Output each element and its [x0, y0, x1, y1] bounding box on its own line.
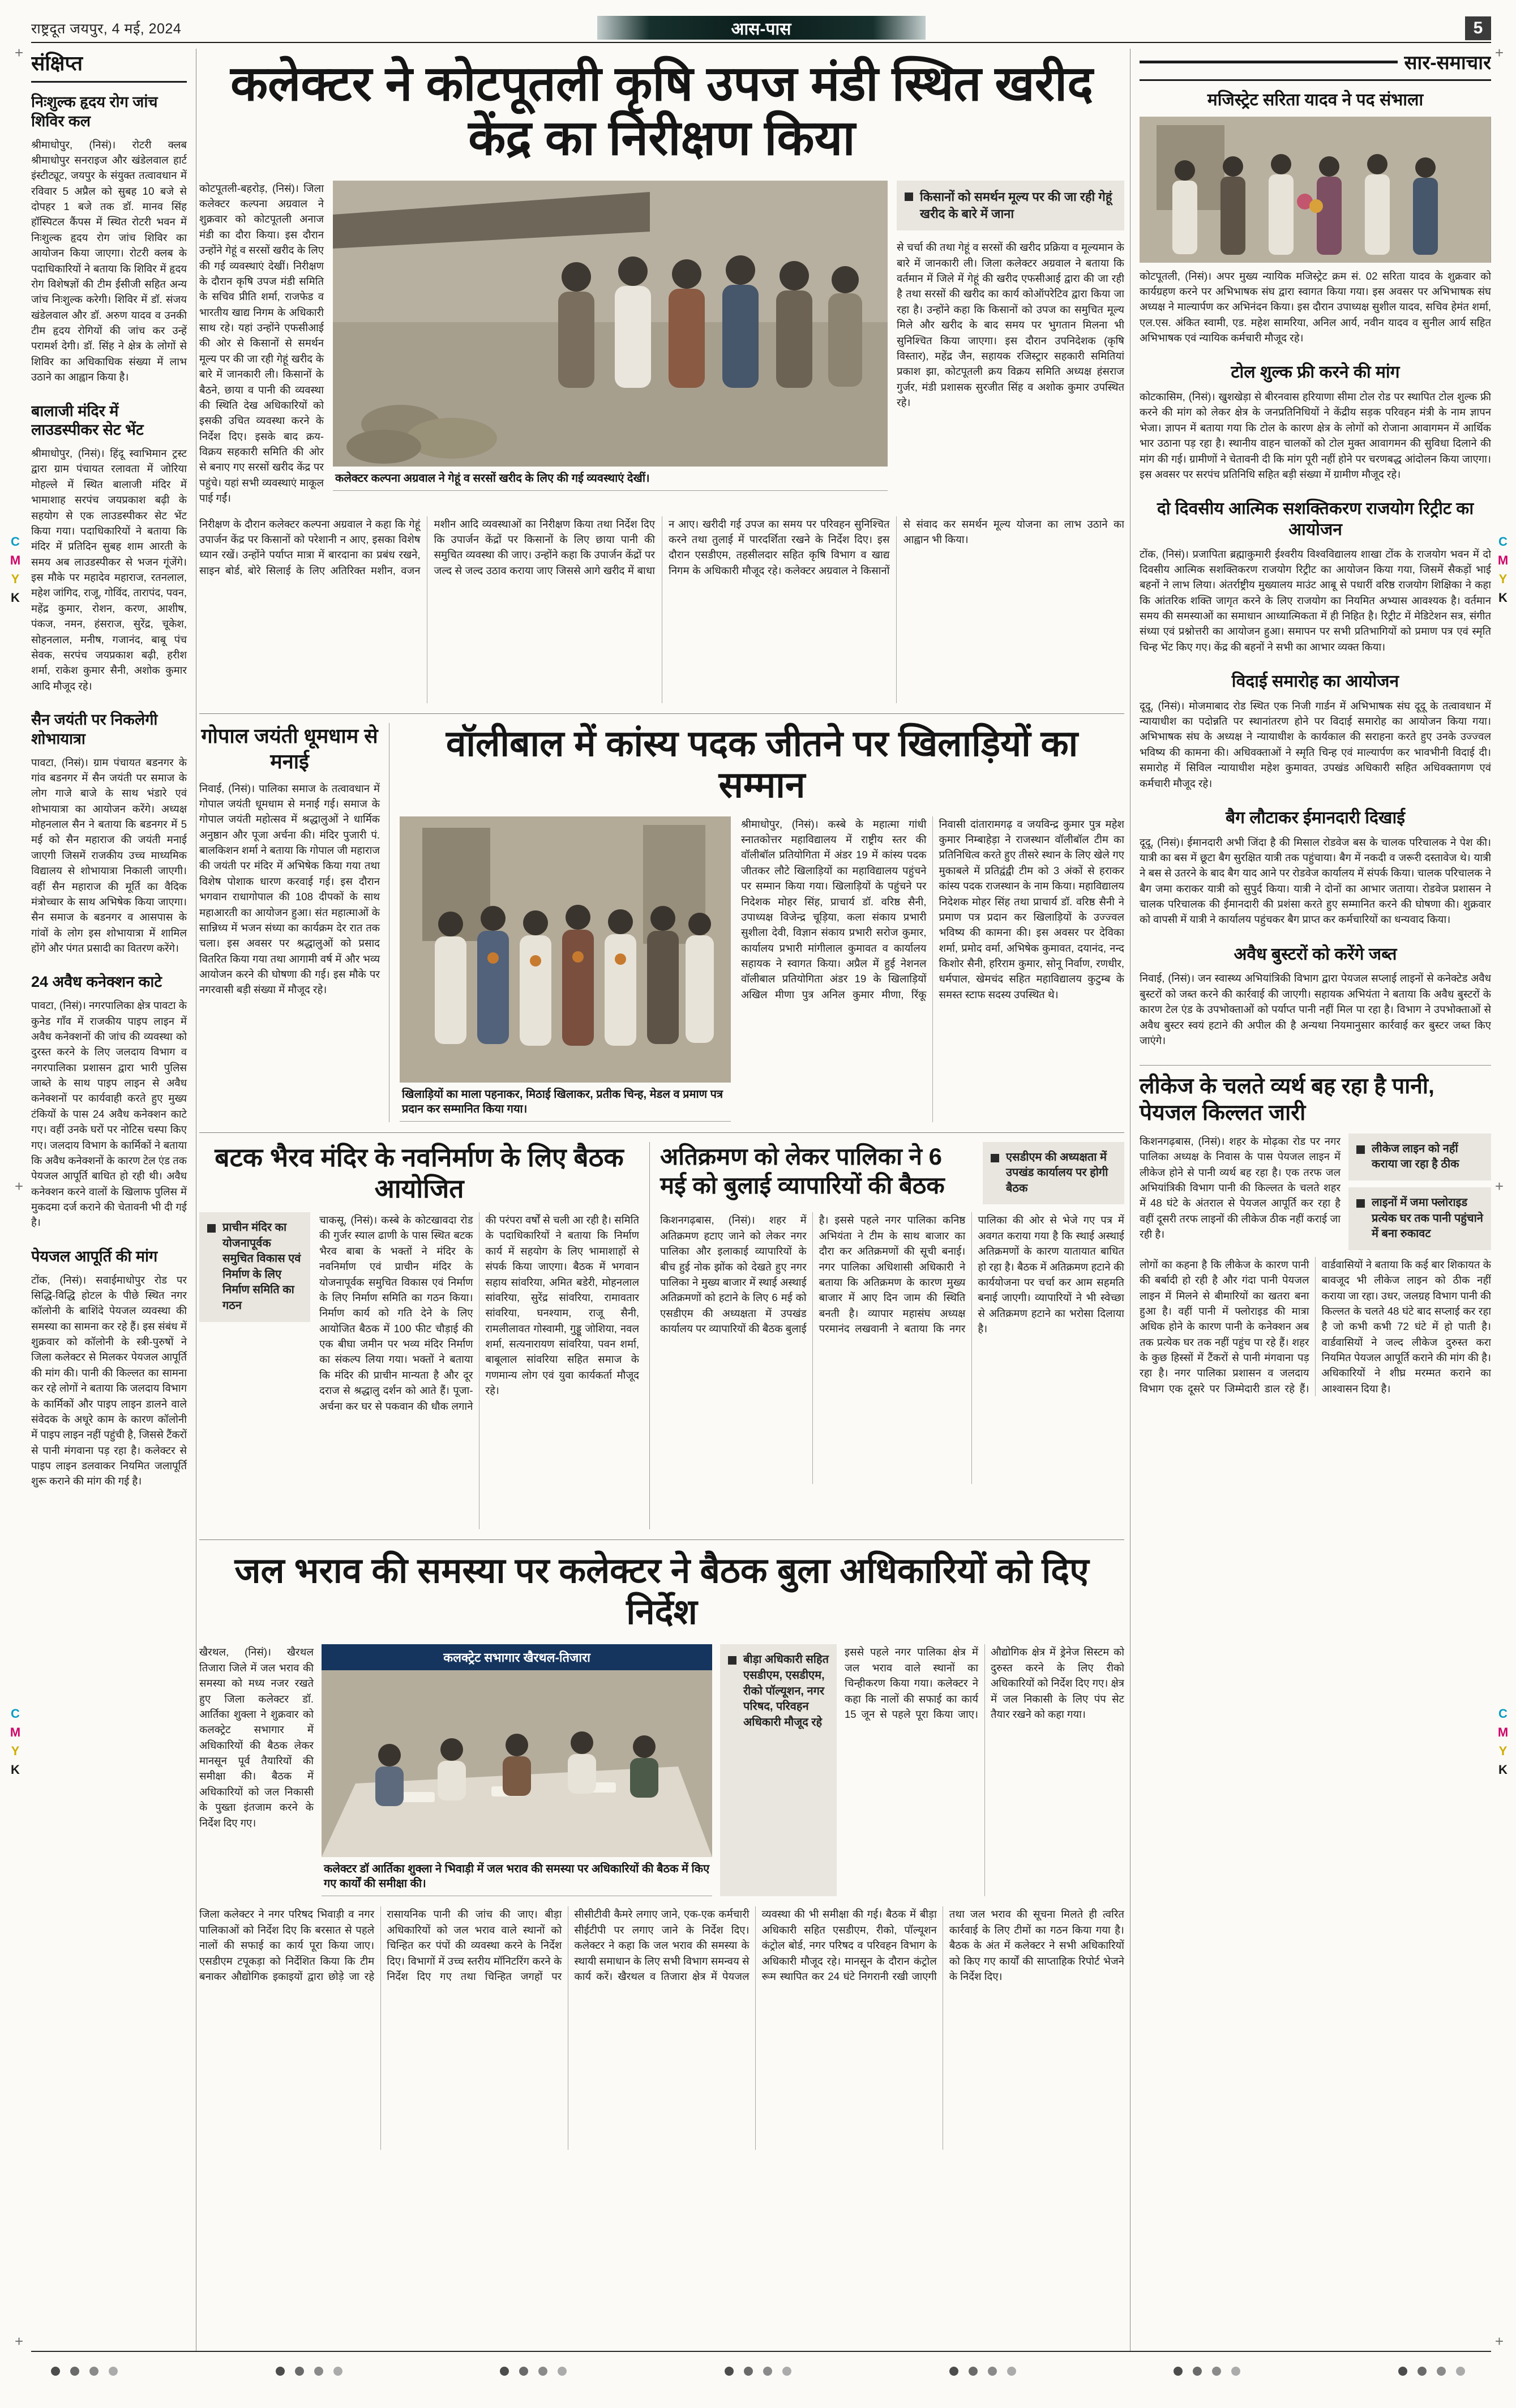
print-dot-group [51, 2367, 118, 2376]
lead-photo-illustration [333, 181, 888, 467]
lead-col-left: कोटपूतली-बहरोड़, (निसं)। जिला कलेक्टर कल्पना अग्रवाल ने शुक्रवार को कोटपूतली अनाज मंडी का दौरा किया। इस दौरान उन्होंने गेहूं व सरसों खरीद के लिए की गई व्यवस्थाएं देखीं। निरीक्षण के दौरान कृषि उपज मंडी समिति के सचिव प्रीति शर्मा, राजफेड व भारतीय खाद्य निगम के अधिकारी साथ रहे। यहां उन्होंने एफसीआई की ओर से किसानों से समर्थन मूल्य पर की जा रही गेहूं खरीद के बारे में जानकारी ली। किसानों के बैठने, छाया व पानी की व्यवस्था की स्थिति देख अधिकारियों को इसकी उचित व्यवस्था करने के निर्देश दिए। इसके बाद क्रय-विक्रय सहकारी समिति की ओर से बनाए गए सरसों खरीद केंद्र पर पहुंचे। यहां सभी व्यवस्थाएं माकूल पाई गईं। [199, 182, 324, 504]
volleyball-headline: वॉलीबाल में कांस्य पदक जीतने पर खिलाड़ियों का सम्मान [446, 722, 1078, 806]
volleyball-row [400, 816, 1124, 1122]
magistrate-photo [1140, 117, 1491, 263]
waterlogging-body: जिला कलेक्टर ने नगर परिषद भिवाड़ी व नगर पालिकाओं को निर्देश दिए कि बरसात से पहले नालों की सफाई का कार्य पूरा किया जाए। एसडीएम टपूकड़ा को निर्देशित किया कि टीम बनाकर औद्योगिक इकाइयों द्वारा छोड़े जा रहे रासायनिक पानी की जांच की जाए। बीड़ा अधिकारियों को जल भराव वाले स्थानों को चिन्हित कर पंपों की व्यवस्था करने के निर्देश दिए। विभागों में उच्च स्तरीय मॉनिटरिंग करने के निर्देश दिए गए तथा चिन्हित जगहों पर सीसीटीवी कैमरे लगाए जाने, एक-एक कर्मचारी सीईटीपी पर लगाए जाने के निर्देश दिए। कलेक्टर ने कहा कि जल भराव की समस्या के स्थायी समाधान के लिए सभी विभाग समन्वय से कार्य करें। खैरथल व तिजारा क्षेत्र में पेयजल व्यवस्था की भी समीक्षा की गई। बैठक में बीड़ा अधिकारी सहित एसडीएम, रीको, पॉल्यूशन कंट्रोल बोर्ड, नगर परिषद व परिवहन विभाग के अधिकारी मौजूद रहे। मानसून के दौरान कंट्रोल रूम स्थापित कर 24 घंटे निगरानी रखी जाएगी तथा जल भराव की सूचना मिलते ही त्वरित कार्रवाई के लिए टीमों का गठन किया गया है। बैठक के अंत में कलेक्टर ने सभी अधिकारियों को किए गए कार्यों की साप्ताहिक रिपोर्ट भेजने के निर्देश दिए। [199, 1908, 1124, 1982]
waterlogging-col-left: खैरथल, (निसं)। खैरथल तिजारा जिले में जल भराव की समस्या को मध्य नजर रखते हुए जिला कलेक्टर डॉ. आर्तिका शुक्ला ने शुक्रवार को कलक्ट्रेट सभागार में अधिकारियों की बैठक लेकर मानसून पूर्व तैयारियों की समीक्षा की। बैठक में अधिकारियों को जल निकासी के पुख्ता इंतजाम करने के निर्देश दिए गए। [199, 1646, 314, 1829]
meeting-photo-illustration [322, 1670, 712, 1857]
brief-item [31, 711, 187, 956]
cmyk-c: C [11, 534, 20, 549]
lead-col-right: से चर्चा की तथा गेहूं व सरसों की खरीद प्रक्रिया व मूल्यमान के बारे में जानकारी ली। जिला कलेक्टर अग्रवाल ने बताया कि वर्तमान में जिले में गेहूं की खरीद एफसीआई द्वारा की जा रही है तथा सरसों की खरीद का कार्य कोऑपरेटिव द्वारा किया जा रहा है। उन्होंने कहा कि किसानों को उपज का समुचित मूल्य मिले और खरीद के बाद समय पर भुगतान मिलना भी सुनिश्चित किया जाएगा। इस दौरान उपनिदेशक (कृषि विस्तार), महेंद्र जैन, सहायक रजिस्ट्रार सहकारी समितियां प्रकाश झा, कोटपूतली क्रय विक्रय समिति अध्यक्ष हंसराज गुर्जर, मंडी प्रशासक सुरजीत सिंह व अशोक कुमार उपस्थित रहे। [897, 241, 1124, 409]
waterlogging-article [199, 1540, 1124, 2150]
brief-item [31, 1247, 187, 1489]
news-item [1140, 499, 1491, 655]
volleyball-body: श्रीमाधोपुर, (निसं)। कस्बे के महात्मा गांधी स्नातकोत्तर महाविद्यालय में राष्ट्रीय स्तर की वॉलीबॉल प्रतियोगिता में अंडर 19 में कांस्य पदक जीतकर लौटे खिलाड़ियों का महाविद्यालय पहुंचने पर सम्मान किया गया। खिलाड़ियों के पहुंचने पर निदेशक मोहर सिंह, प्राचार्य डॉ. वरिष्ठ सैनी, उपाध्यक्ष विजेन्द्र चूड़िया, कला संकाय प्रभारी सुशीला देवी, विज्ञान संकाय प्रभारी सरोज कुमार, कार्यालय प्रभारी मांगीलाल कुमावत व कार्यालय सहायक ने स्वागत किया। अप्रैल में हुई नेशनल वॉलीबाल प्रतियोगिता अंडर 19 के खिलाड़ियों अखिल मीणा पुत्र अनिल कुमार मीणा, रिंकू निवासी दांतारामगढ़ व जयविन्द्र कुमार पुत्र महेश कुमार निम्बाहेड़ा ने राजस्थान वॉलीबॉल टीम का प्रतिनिधित्व करते हुए तीसरे स्थान के लिए खेले गए मुकाबले में प्रतिद्वंद्वी टीम को 3 अंकों से हराकर कांस्य पदक राजस्थान के नाम किया। महाविद्यालय निदेशक मोहर सिंह तथा प्राचार्य डॉ. वरिष्ठ सैनी ने प्रमाण पत्र प्रदान कर खिलाड़ियों के उज्ज्वल भविष्य की कामना की। इस अवसर पर देविका शर्मा, प्रमोद वर्मा, अभिषेक कुमावत, दयानंद, नन्द किशोर सैनी, हरिराम कुमार, सोनू निर्वाण, रणधीर, धर्मपाल, खेमचंद सहित महाविद्यालय कुटुम्ब के समस्त स्टाफ सदस्य उपस्थित थे। [741, 818, 1124, 1000]
cmyk-k: K [11, 1763, 20, 1777]
cmyk-k: K [11, 591, 20, 605]
brief-headline: बालाजी मंदिर में लाउडस्पीकर सेट भेंट [31, 402, 144, 439]
batak-headline: बटक भैरव मंदिर के नवनिर्माण के लिए बैठक आयोजित [215, 1142, 624, 1203]
magistrate-photo-illustration [1140, 117, 1491, 263]
volleyball-photo-figure [400, 816, 731, 1122]
bottom-rule [31, 2351, 1491, 2352]
masthead [31, 15, 1491, 43]
cmyk-y: Y [1498, 1744, 1508, 1758]
meeting-photo [322, 1670, 712, 1857]
news-item [1140, 90, 1491, 345]
print-dot-group [1174, 2367, 1240, 2376]
header-rule [1140, 61, 1398, 63]
registration-cross-icon: + [1494, 44, 1504, 61]
registration-cross-icon: + [15, 44, 24, 61]
print-dot-group [276, 2367, 342, 2376]
summary-section-header [1140, 49, 1491, 81]
leakage-row [1140, 1134, 1491, 1250]
leakage-body: लोगों का कहना है कि लीकेज के कारण पानी की बर्बादी हो रही है और गंदा पानी पेयजल लाइन में मिलने से बीमारियों का खतरा बना हुआ है। वहीं पानी में फ्लोराइड की मात्रा अधिक होने के कारण पानी के कनेक्शन अब तक प्रत्येक घर तक नहीं पहुंच पा रहे हैं। शहर के कुछ हिस्सों में टैंकरों से पानी मंगवाना पड़ रहा है। नगर पालिका प्रशासन व जलदाय विभाग एक दूसरे पर जिम्मेदारी डाल रहे हैं। वार्डवासियों ने बताया कि कई बार शिकायत के बावजूद भी लीकेज लाइन को ठीक नहीं कराया जा रहा। उधर, जलग्रह विभाग पानी की किल्लत के चलते 48 घंटे बाद सप्लाई कर रहा है जो कभी कभी 72 घंटे में हो पाती है। वार्डवासियों ने जल्द लीकेज दुरुस्त करा नियमित पेयजल आपूर्ति कराने की मांग की है। अधिकारियों ने शीघ्र मरम्मत कराने का आश्वासन दिया है। [1140, 1258, 1491, 1395]
leakage-intro: किशनगढ़बास, (निसं)। शहर के मोढ़का रोड पर नगर पालिका अध्यक्ष के निवास के पास पेयजल लाइन में लीकेज होने से पानी व्यर्थ बह रहा है। एक तरफ जल अभियांत्रिकी विभाग पानी की किल्लत के चलते शहर में 48 घंटे के अंतराल से पेयजल आपूर्ति कर रहा है वहीं दूसरी तरफ लाइनों की लीकेज ठीक नहीं कराई जा रही है। [1140, 1135, 1341, 1241]
news-headline: मजिस्ट्रेट सरिता यादव ने पद संभाला [1207, 91, 1424, 109]
square-bullet-icon [728, 1656, 736, 1665]
news-body: निवाई, (निसं)। जन स्वास्थ्य अभियांत्रिकी विभाग द्वारा पेयजल सप्लाई लाइनों से कनेक्टेड अवैध बुस्टरों को जब्त करने की कार्रवाई की जाएगी। सहायक अभियंता ने बताया कि अवैध बुस्टरों के कारण टेल एंड के उपभोक्ताओं को पर्याप्त पानी नहीं मिल पा रहा है। विभाग ने उपभोक्ताओं से अवैध बुस्टर स्वयं हटाने की अपील की है अन्यथा नियमानुसार कार्रवाई कर बुस्टर जब्त किए जाएंगे। [1140, 972, 1491, 1046]
gopal-headline: गोपाल जयंती धूमधाम से मनाई [201, 724, 378, 773]
batak-body: चाकसू, (निसं)। कस्बे के कोटखावदा रोड की गुर्जर स्याल ढाणी के पास स्थित बटक भैरव बाबा के भक्तों ने मंदिर के नवनिर्माण एवं प्राचीन मंदिर के योजनापूर्वक समुचित विकास एवं निर्माण के लिए निर्माण समिति का गठन किया। निर्माण कार्य को गति देने के लिए आयोजित बैठक में 100 फीट चौड़ाई की एक बीघा जमीन पर भव्य मंदिर निर्माण का संकल्प लिया गया। भक्तों ने बताया कि मंदिर की प्राचीन मान्यता है और दूर दराज से श्रद्धालु दर्शन को आते हैं। पूजा-अर्चना कर घर से पकवान की धौक लगाने की परंपरा वर्षों से चली आ रही है। समिति के पदाधिकारियों ने बताया कि निर्माण कार्य में सहयोग के लिए भामाशाहों से संपर्क किया जाएगा। बैठक में भगवान सहाय सांवरिया, अमित बडेरी, मोहनलाल सांवरिया, सुरेंद्र सांवरिया, रामावतार सांवरिया, घनश्याम, राजू सैनी, रामलीलावत गोस्वामी, गुड्डू जोशिया, नवल शर्मा, सत्यनारायण सांवरिया, पवन शर्मा, बाबूलाल सांवरिया सहित समाज के गणमान्य लोग एवं युवा कार्यकर्ता मौजूद रहे। [319, 1214, 639, 1412]
leakage-highlight-text-1: लीकेज लाइन को नहीं कराया जा रहा है ठीक [1372, 1142, 1459, 1171]
encroachment-headline: अतिक्रमण को लेकर पालिका ने 6 मई को बुलाई व्यापारियों की बैठक [660, 1143, 945, 1199]
news-item [1140, 671, 1491, 791]
print-dot-group [949, 2367, 1016, 2376]
square-bullet-icon [207, 1224, 216, 1233]
leakage-highlight-text-2: लाइनों में जमा फ्लोराइड प्रत्येक घर तक पानी पहुंचाने में बना रुकावट [1372, 1196, 1483, 1241]
brief-headline: सैन जयंती पर निकलेगी शोभायात्रा [31, 711, 158, 747]
encroachment-highlight-box [983, 1142, 1124, 1205]
print-color-dots [51, 2367, 1465, 2376]
news-headline: बैग लौटाकर ईमानदारी दिखाई [1226, 808, 1405, 827]
main-column [199, 49, 1124, 2351]
news-body: दूदू, (निसं)। मोजमाबाद रोड स्थित एक निजी गार्डन में अभिभाषक संघ दूदू के तत्वावधान में न्यायाधीश का पदोन्नति पर स्थानांतरण होने पर विदाई समारोह का आयोजन किया गया। अभिभाषक संघ के अध्यक्ष ने न्यायाधीश के कार्यकाल की सराहना करते हुए उनके उज्ज्वल भविष्य की कामना की। अधिवक्ताओं ने स्मृति चिन्ह एवं माल्यार्पण कर भावभीनी विदाई दी। समारोह में सिविल न्यायाधीश महेश कुमावत, उपखंड अधिकारी सहित अधिवक्तागण एवं कर्मचारी मौजूद रहे। [1140, 699, 1491, 789]
brief-body: श्रीमाधोपुर, (निसं)। रोटरी क्लब श्रीमाधोपुर सनराइज और खंडेलवाल हार्ट इंस्टीट्यूट, जयपुर के संयुक्त तत्वावधान में रविवार 5 अप्रैल को सुबह 10 बजे से दोपहर 1 बजे तक डॉ. मानव सिंह हॉस्पिटल कैंपस में स्थित रोटरी भवन में निःशुल्क हृदय रोग जांच शिविर का आयोजन किया जाएगा। रोटरी क्लब के पदाधिकारियों ने बताया कि शिविर में हृदय रोग विशेषज्ञों की टीम ईसीजी सहित अन्य जांच निःशुल्क करेगी। शिविर में डॉ. संजय खंडेलवाल और डॉ. अरुण यादव व उनकी टीम हृदय रोगियों की जांच कर उन्हें परामर्श देगी। डॉ. सिंह ने क्षेत्र के लोगों से शिविर का अधिकाधिक संख्या में लाभ उठाने का आह्वान किया है। [31, 138, 187, 383]
lead-highlight-text: किसानों को समर्थन मूल्य पर की जा रही गेहूं खरीद के बारे में जाना [920, 189, 1112, 221]
brief-headline: निःशुल्क हृदय रोग जांच शिविर कल [31, 93, 158, 130]
registration-cross-icon: + [15, 2333, 24, 2350]
meeting-photo-figure [322, 1644, 712, 1896]
news-headline: दो दिवसीय आत्मिक सशक्तिकरण राजयोग रिट्रीट का आयोजन [1157, 499, 1474, 539]
lower-row [199, 1133, 1124, 1540]
gopal-jayanti-article [199, 723, 389, 1122]
news-item [1140, 362, 1491, 482]
cmyk-m: M [10, 1725, 21, 1739]
volleyball-photo [400, 816, 731, 1083]
registration-cross-icon: + [15, 1178, 24, 1195]
cmyk-c: C [11, 1706, 20, 1721]
cmyk-registration-mark [8, 1704, 23, 1779]
brief-body: पावटा, (निसं)। नगरपालिका क्षेत्र पावटा के कुनेड गाँव में राजकीय पाइप लाइन में अवैध कनेक्शनों की जांच की व्यवस्था को दुरस्त करने के लिए जलदाय विभाग व नगरपालिका प्रशासन द्वारा भारी पुलिस जाब्ते के साथ पाइप लाइन से अवैध कनेक्शनों पर कार्यवाही करते हुए मुख्य टंकियों के पास 24 अवैध कनेक्शन काटे गए। वहीं उनके घरों पर नोटिस चस्पा किए गए। जलदाय विभाग के कार्मिकों ने बताया कि अवैध कनेक्शनों के कारण टेल एंड तक पेयजल आपूर्ति बाधित हो रही थी। अवैध कनेक्शन करने वालों के खिलाफ पुलिस में मुकदमा दर्ज कराने की चेतावनी भी दी गई है। [31, 999, 187, 1229]
lead-photo [333, 181, 888, 467]
volleyball-photo-caption: खिलाड़ियों का माला पहनाकर, मिठाई खिलाकर, प्रतीक चिन्ह, मेडल व प्रमाण पत्र प्रदान कर सम्मानित किया गया। [400, 1083, 731, 1122]
registration-cross-icon: + [1494, 1178, 1504, 1195]
cmyk-m: M [1497, 1725, 1509, 1739]
news-body: टोंक, (निसं)। प्रजापिता ब्रह्माकुमारी ईश्वरीय विश्वविद्यालय शाखा टोंक के राजयोग भवन में दो दिवसीय आत्मिक सशक्तिकरण राजयोग रिट्रीट का आयोजन किया गया, जिसमें सैकड़ों भाई बहनों ने लाभ लिया। अंतर्राष्ट्रीय मुख्यालय माउंट आबू से पधारीं वरिष्ठ राजयोग शिक्षिका ने कहा कि आंतरिक शक्ति जागृत करने के लिए राजयोग का नियमित अभ्यास आवश्यक है। वर्तमान समय की समस्याओं का समाधान आध्यात्मिकता में ही निहित है। रिट्रीट में मेडिटेशन सत्र, संगीत संध्या एवं प्रश्नोत्तरी का आयोजन हुआ। समापन पर सभी प्रतिभागियों को प्रमाण पत्र एवं स्मृति चिन्ह भेंट किए गए। केंद्र की बहनों ने सभी का आभार व्यक्त किया। [1140, 548, 1491, 653]
brief-item [31, 93, 187, 385]
square-bullet-icon [905, 193, 913, 201]
lead-right-stack [897, 181, 1124, 506]
print-dot-group [500, 2367, 567, 2376]
summary-section-title: सार-समाचार [1404, 52, 1491, 74]
gopal-body: निवाई, (निसं)। पालिका समाज के तत्वावधान में गोपाल जयंती धूमधाम से मनाई गई। समाज के गोपाल जयंती महोत्सव में श्रद्धालुओं ने धार्मिक अनुष्ठान और पूजा अर्चना की। मंदिर पुजारी पं. बालकिशन शर्मा ने बताया कि गोपाल जी महाराज की जयंती पर मंदिर में अभिषेक किया गया तथा विशेष पोशाक धारण करवाई गई। इस दौरान भगवान राधागोपाल की 108 दीपकों के साथ महाआरती का आयोजन हुआ। संत महात्माओं के सान्निध्य में भजन संध्या का कार्यक्रम देर रात तक चला। इस अवसर पर श्रद्धालुओं को प्रसाद वितरित किया गया तथा आगामी वर्ष में और भव्य आयोजन करने की घोषणा की गई। इस मौके पर नगरवासी बड़ी संख्या में मौजूद रहे। [199, 782, 380, 996]
encroachment-article [650, 1142, 1124, 1529]
section-band [597, 16, 926, 40]
batak-highlight-text: प्राचीन मंदिर का योजनापूर्वक समुचित विकास एवं निर्माण के लिए निर्माण समिति का गठन [222, 1221, 301, 1312]
cmyk-k: K [1498, 591, 1508, 605]
brief-item [31, 402, 187, 694]
square-bullet-icon [1356, 1199, 1365, 1208]
news-item [1140, 808, 1491, 927]
cmyk-c: C [1498, 534, 1508, 549]
news-headline: टोल शुल्क फ्री करने की मांग [1231, 363, 1400, 382]
news-summary-column [1130, 49, 1491, 2351]
waterlogging-row [199, 1644, 1124, 1896]
news-headline: विदाई समारोह का आयोजन [1231, 672, 1399, 691]
leakage-headline: लीकेज के चलते व्यर्थ बह रहा है पानी, पेयजल किल्लत जारी [1140, 1074, 1434, 1126]
briefs-section-title: संक्षिप्त [31, 49, 187, 83]
encroachment-body: किशनगढ़बास, (निसं)। शहर में अतिक्रमण हटाए जाने को लेकर नगर पालिका और इलाकाई व्यापारियों के बीच हुई नोक झोंक को देखते हुए नगर पालिका ने मुख्य बाजार में स्थाई अस्थाई अतिक्रमणों को हटाने के लिए 6 मई को एसडीएम की अध्यक्षता में उपखंड कार्यालय पर व्यापारियों की बैठक बुलाई है। इससे पहले नगर पालिका कनिष्ठ अभियंता ने टीम के साथ बाजार का दौरा कर अतिक्रमणों की सूची बनाई। नगर पालिका अधिशासी अधिकारी ने बताया कि अतिक्रमण के कारण मुख्य बाजार में आए दिन जाम की स्थिति बनती है। व्यापार महासंघ अध्यक्ष परमानंद लखवानी ने बताया कि नगर पालिका की ओर से भेजे गए पत्र में अवगत कराया गया है कि स्थाई अस्थाई अतिक्रमणों के कारण यातायात बाधित हो रहा है। बैठक में अतिक्रमण हटाने की कार्ययोजना पर चर्चा कर आम सहमति बनाई जाएगी। व्यापारियों ने भी स्वेच्छा से अतिक्रमण हटाने का भरोसा दिलाया है। [660, 1214, 1124, 1335]
leakage-highlight-stack [1348, 1134, 1491, 1250]
square-bullet-icon [991, 1154, 999, 1162]
lead-headline: कलेक्टर ने कोटपूतली कृषि उपज मंडी स्थित खरीद केंद्र का निरीक्षण किया [230, 57, 1093, 166]
briefs-column [31, 49, 196, 2351]
brief-headline: पेयजल आपूर्ति की मांग [31, 1247, 158, 1265]
news-body: कोटपूतली, (निसं)। अपर मुख्य न्यायिक मजिस्ट्रेट क्रम सं. 02 सरिता यादव के शुक्रवार को कार्यग्रहण करने पर अभिभाषक संघ द्वारा स्वागत किया गया। इस अवसर पर अभिभाषक संघ अध्यक्ष ने माल्यार्पण कर अभिनंदन किया। इस दौरान उपाध्यक्ष सुशील यादव, सचिव हेमंत शर्मा, एल.एस. अंकित स्वामी, एड. महेश सामरिया, अनिल आर्य, नवीन यादव व सुनील आर्य सहित अभिभाषक एवं न्यायिक कर्मचारी मौजूद रहे। [1140, 270, 1491, 344]
edition-date: राष्ट्रदूत जयपुर, 4 मई, 2024 [31, 21, 182, 37]
cmyk-c: C [1498, 1706, 1508, 1721]
cmyk-registration-mark [1496, 532, 1510, 607]
batak-row [199, 1212, 639, 1529]
news-headline: अवैध बुस्टरों को करेंगे जब्त [1234, 944, 1397, 964]
cmyk-m: M [1497, 553, 1509, 567]
page-number: 5 [1465, 16, 1491, 40]
lead-story-row [199, 181, 1124, 506]
brief-headline: 24 अवैध कनेक्शन काटे [31, 973, 162, 991]
news-item [1140, 944, 1491, 1048]
waterlogging-col-right: इससे पहले नगर पालिका क्षेत्र में जल भराव वाले स्थानों का चिन्हीकरण किया गया। कलेक्टर ने कहा कि नालों की सफाई का कार्य 15 जून से पहले पूरा किया जाए। औद्योगिक क्षेत्र में ड्रेनेज सिस्टम को दुरुस्त करने के लिए रीको अधिकारियों को निर्देश दिए गए। क्षेत्र में जल निकासी के लिए पंप सेट तैयार रखने को कहा गया। [845, 1646, 1124, 1720]
meeting-photo-caption: कलेक्टर डॉ आर्तिका शुक्ला ने भिवाड़ी में जल भराव की समस्या पर अधिकारियों की बैठक में किए गए कार्यों की समीक्षा की। [322, 1857, 712, 1896]
encroachment-highlight-text: एसडीएम की अध्यक्षता में उपखंड कार्यालय पर होगी बैठक [1006, 1150, 1108, 1195]
middle-row [199, 714, 1124, 1133]
volleyball-photo-illustration [400, 816, 731, 1083]
cmyk-m: M [10, 553, 21, 567]
cmyk-registration-mark [8, 532, 23, 607]
brief-body: टोंक, (निसं)। सवाईमाधोपुर रोड पर सिद्धि-विद्धि होटल के पीछे स्थित नगर कॉलोनी के बाशिंदे पेयजल व्यवस्था की समस्या का सामना कर रहे हैं। इस संबंध में शुक्रवार को कॉलोनी के स्त्री-पुरुषों ने जिला कलेक्टर से मिलकर पेयजल आपूर्ति की मांग की। पानी की किल्लत का सामना कर रहे लोगों ने बताया कि जलदाय विभाग के कार्मिकों और पाइप लाइन डालने वाले संवेदक के अधूरे काम के कारण कॉलोनी में पाइप लाइन नहीं पहुंची है, जिससे टैंकरों से पानी मंगवाना पड़ रहा है। कलेक्टर से पाइप लाइन डलवाकर नियमित जलापूर्ति शुरू कराने की मांग की गई है। [31, 1273, 187, 1487]
news-body: दूदू, (निसं)। ईमानदारी अभी जिंदा है की मिसाल रोडवेज बस के चालक परिचालक ने पेश की। यात्री का बस में छूटा बैग सुरक्षित यात्री तक पहुंचाया। बैग में नकदी व जरूरी दस्तावेज थे। यात्री ने बस से उतरने के बाद बैग याद आने पर रोडवेज कार्यालय में संपर्क किया। चालक परिचालक ने बैग जमा कराकर यात्री को सुपुर्द किया। यात्री ने दोनों का आभार जताया। रोडवेज प्रशासन ने चालक परिचालक की ईमानदारी की प्रशंसा करते हुए सम्मानित करने की घोषणा की। शुक्रवार को वापसी में यात्री ने कार्यालय पहुंचकर बैग प्राप्त कर कर्मचारियों का धन्यवाद किया। [1140, 836, 1491, 926]
leakage-highlight-box-2 [1348, 1187, 1491, 1250]
print-dot-group [1398, 2367, 1465, 2376]
lead-story [199, 57, 1124, 714]
cmyk-y: Y [1498, 572, 1508, 586]
waterlogging-headline: जल भराव की समस्या पर कलेक्टर ने बैठक बुला अधिकारियों को दिए निर्देश [234, 1551, 1089, 1632]
volleyball-article [389, 723, 1124, 1122]
lead-highlight-box [897, 181, 1124, 231]
batak-bhairav-article [199, 1142, 650, 1529]
cmyk-y: Y [11, 572, 20, 586]
batak-highlight-box [199, 1212, 310, 1322]
cmyk-registration-mark [1496, 1704, 1510, 1779]
news-body: कोटकासिम, (निसं)। खुशखेड़ा से बीरनवास हरियाणा सीमा टोल रोड पर स्थापित टोल शुल्क फ्री करने की मांग को लेकर क्षेत्र के जनप्रतिनिधियों ने केंद्रीय सड़क परिवहन मंत्री के नाम ज्ञापन भेजा। ज्ञापन में बताया गया कि टोल के कारण क्षेत्र के लोगों को रोजाना आवागमन में आर्थिक भार उठाना पड़ रहा है। स्थानीय वाहन चालकों को टोल मुक्त आवागमन की सुविधा दिलाने की मांग की गई। ग्रामीणों ने चेतावनी दी कि मांग पूरी नहीं होने पर चरणबद्ध आंदोलन किया जाएगा। इस अवसर पर सरपंच प्रतिनिधि सहित बड़ी संख्या में ग्रामीण मौजूद रहे। [1140, 391, 1491, 480]
brief-body: पावटा, (निसं)। ग्राम पंचायत बडनगर के गांव बडनगर में सैन जयंती पर समाज के लोग गाजे बाजे के साथ भंडारे एवं शोभायात्रा का आयोजन करेंगे। अध्यक्ष मोहनलाल सैन ने बताया कि बडनगर में 5 मई को सैन महाराज की जयंती मनाई जाएगी जिसमें राजकीय उच्च माध्यमिक विद्यालय से शोभायात्रा निकाली जाएगी। वहीं सैन महाराज की मूर्ति का वैदिक मंत्रोच्चार के साथ अभिषेक किया जाएगा। सैन समाज के बडनगर व आसपास के गांवों के लोग इस शोभायात्रा में शामिल होंगे और पंगत प्रसादी का वितरण करेंगे। [31, 756, 187, 954]
water-leakage-article [1140, 1065, 1491, 1396]
meeting-photo-banner: कलक्ट्रेट सभागार खैरथल-तिजारा [322, 1644, 712, 1670]
lead-photo-figure [333, 181, 888, 506]
lead-photo-caption: कलेक्टर कल्पना अग्रवाल ने गेहूं व सरसों खरीद के लिए की गई व्यवस्थाएं देखीं। [333, 467, 888, 491]
cmyk-y: Y [11, 1744, 20, 1758]
brief-item [31, 973, 187, 1230]
registration-cross-icon: + [1494, 2333, 1504, 2350]
print-dot-group [725, 2367, 791, 2376]
lead-body: निरीक्षण के दौरान कलेक्टर कल्पना अग्रवाल ने कहा कि गेहूं उपार्जन केंद्र पर किसानों को परेशानी न आए, इसका विशेष ध्यान रखें। उन्होंने पर्याप्त मात्रा में बारदाना का प्रबंध रखने, साइन बोर्ड, बोरे सिलाई के लिए अतिरिक्त मशीन, वजन मशीन आदि व्यवस्थाओं का निरीक्षण किया तथा निर्देश दिए कि उपार्जन केंद्रों पर किसानों के लिए छाया पानी की समुचित व्यवस्था की जाए। उन्होंने कहा कि उपार्जन केंद्रों पर जल्द से जल्द उठाव कराया जाए जिससे आगे खरीद में बाधा न आए। खरीदी गई उपज का समय पर परिवहन सुनिश्चित करने तथा तुलाई में पारदर्शिता रखने के निर्देश दिए। इस दौरान एसडीएम, तहसीलदार सहित कृषि विभाग व खाद्य निगम के अधिकारी मौजूद रहे। कलेक्टर अग्रवाल ने किसानों से संवाद कर समर्थन मूल्य योजना का लाभ उठाने का आह्वान भी किया। [199, 517, 1124, 576]
brief-body: श्रीमाधोपुर, (निसं)। हिंदू स्वाभिमान ट्रस्ट द्वारा ग्राम पंचायत रलावता में जोरिया मोहल्ले में स्थित बालाजी मंदिर में भामाशाह सरपंच जयप्रकाश बढ़ी के सहयोग से एक लाउडस्पीकर सेट भेंट किया गया। पदाधिकारियों ने बताया कि मंदिर में प्रतिदिन सुबह शाम आरती के समय अब लाउडस्पीकर से भजन गूंजेंगे। इस मौके पर महादेव महाराज, रतनलाल, महेश जांगिद, राजू, गोविंद, तारापंद, पवन, महेंद्र कुमार, रोशन, करण, आशीष, पंकज, नमन, हंसराज, सुरेंद्र, चूकेश, सोहनलाल, मनीष, गजानंद, बाबू पंच सेवक, सरपंच जयप्रकाश बढ़ी, हरीश शर्मा, राकेश कुमार सैनी, अशोक कुमार आदि मौजूद रहे। [31, 447, 187, 692]
cmyk-k: K [1498, 1763, 1508, 1777]
encroachment-header [660, 1142, 1124, 1205]
waterlogging-highlight-box [720, 1644, 837, 1896]
square-bullet-icon [1356, 1145, 1365, 1154]
waterlogging-highlight-text: बीड़ा अधिकारी सहित एसडीएम, एसडीएम, रीको पॉल्यूशन, नगर परिषद, परिवहन अधिकारी मौजूद रहे [743, 1653, 829, 1729]
section-name: आस-पास [731, 19, 791, 39]
leakage-highlight-box-1 [1348, 1134, 1491, 1181]
